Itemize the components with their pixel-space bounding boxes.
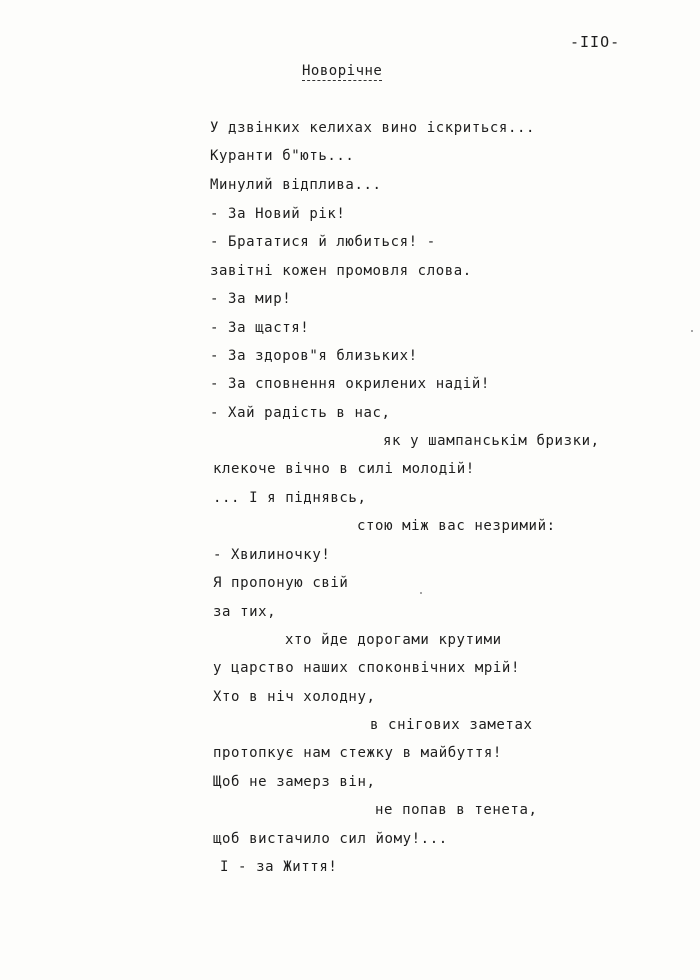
poem-line: - За Новий рік! bbox=[210, 206, 346, 222]
poem-line: ... І я піднявсь, bbox=[213, 490, 367, 506]
poem-line: в снігових заметах bbox=[370, 717, 533, 733]
poem-line: щоб вистачило сил йому!... bbox=[213, 831, 448, 847]
poem-line: Я пропоную свій bbox=[213, 575, 349, 591]
poem-line: Хто в ніч холодну, bbox=[213, 689, 376, 705]
poem-line: І - за Життя! bbox=[220, 859, 338, 875]
page-number: -IIO- bbox=[570, 33, 621, 51]
poem-line: - За мир! bbox=[210, 291, 292, 307]
poem-line: за тих, bbox=[213, 604, 277, 620]
poem-line: клекоче вічно в силі молодій! bbox=[213, 461, 475, 477]
poem-line: Щоб не замерз він, bbox=[213, 774, 376, 790]
poem-line: як у шампанськім бризки, bbox=[383, 433, 600, 449]
poem-line: хто йде дорогами крутими bbox=[285, 632, 502, 648]
poem-title: Новорічне bbox=[302, 63, 383, 79]
poem-line: завітні кожен промовля слова. bbox=[210, 263, 472, 279]
poem-line: Куранти б"ють... bbox=[210, 148, 355, 164]
poem-line: - За здоров"я близьких! bbox=[210, 348, 418, 364]
poem-line: - Хвилиночку! bbox=[213, 547, 331, 563]
poem-line: не попав в тенета, bbox=[375, 802, 538, 818]
paper-speck bbox=[691, 330, 693, 332]
poem-line: У дзвінких келихах вино іскриться... bbox=[210, 120, 536, 136]
poem-line: - За щастя! bbox=[210, 320, 310, 336]
poem-line: стою між вас незримий: bbox=[357, 518, 556, 534]
poem-line: у царство наших споконвічних мрій! bbox=[213, 660, 520, 676]
poem-line: - За сповнення окрилених надій! bbox=[210, 376, 490, 392]
poem-line: Минулий відплива... bbox=[210, 177, 382, 193]
paper-speck bbox=[420, 592, 422, 594]
poem-line: протопкує нам стежку в майбуття! bbox=[213, 745, 502, 761]
poem-line: - Хай радість в нас, bbox=[210, 405, 391, 421]
poem-line: - Брататися й любиться! - bbox=[210, 234, 436, 250]
